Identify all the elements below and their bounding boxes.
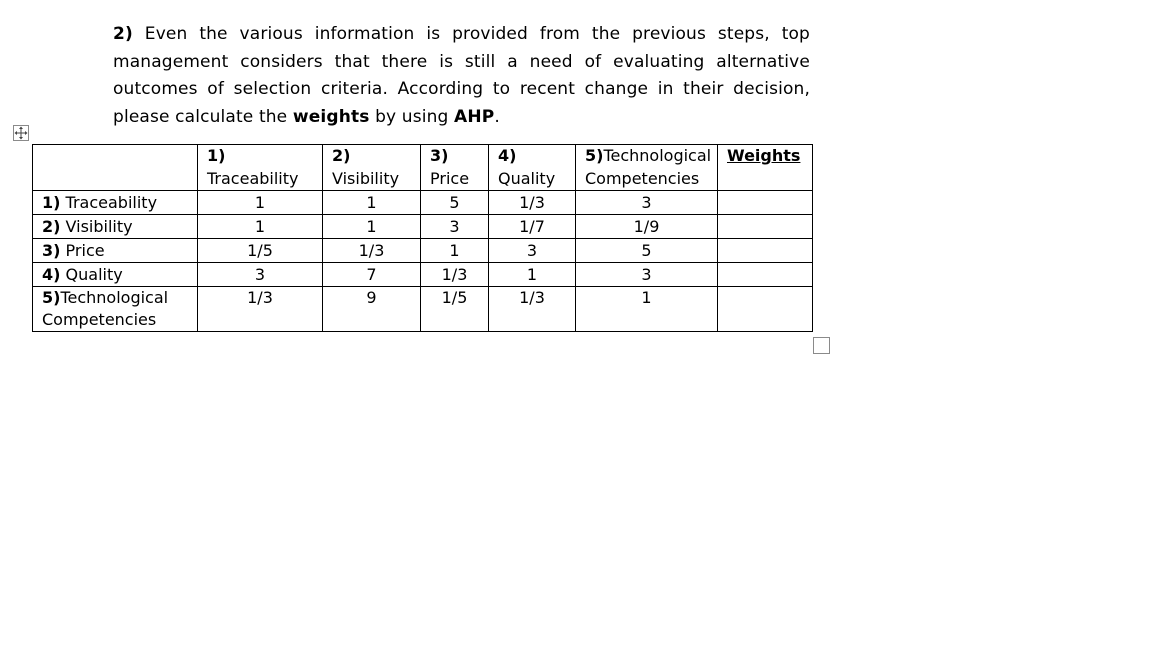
table-cell[interactable]: 1 xyxy=(323,215,421,239)
row-header-traceability: 1) Traceability xyxy=(33,191,198,215)
table-cell[interactable]: 1/5 xyxy=(421,287,489,332)
column-header-visibility: 2) Visibility xyxy=(323,145,421,191)
table-cell[interactable]: 5 xyxy=(421,191,489,215)
question-text-end: . xyxy=(494,107,500,128)
table-cell[interactable]: 1 xyxy=(576,287,718,332)
question-text: Even the various information is provided from the previous steps, top management considers that there is still a need of evaluating alternative outcomes of selection criteria. According to recent change in their decision, please calculate the xyxy=(113,24,810,128)
table-cell[interactable]: 3 xyxy=(198,263,323,287)
weight-cell[interactable] xyxy=(718,239,813,263)
table-cell[interactable]: 3 xyxy=(489,239,576,263)
table-cell[interactable]: 1 xyxy=(421,239,489,263)
question-number: 2) xyxy=(113,24,133,44)
question-paragraph xyxy=(113,21,810,132)
table-cell[interactable]: 3 xyxy=(576,191,718,215)
emphasis-weights: weights xyxy=(292,107,370,128)
table-cell[interactable]: 5 xyxy=(576,239,718,263)
table-cell[interactable]: 1/9 xyxy=(576,215,718,239)
column-header-traceability: 1) Traceability xyxy=(198,145,323,191)
row-header-visibility: 2) Visibility xyxy=(33,215,198,239)
question-text-middle: by using xyxy=(375,107,449,128)
ahp-comparison-table xyxy=(32,144,813,332)
table-row-price xyxy=(33,239,813,263)
table-cell[interactable]: 1/3 xyxy=(198,287,323,332)
table-row-technological-competencies xyxy=(33,287,813,332)
table-cell[interactable]: 1 xyxy=(198,191,323,215)
table-cell[interactable]: 1 xyxy=(198,215,323,239)
table-row-quality xyxy=(33,263,813,287)
weight-cell[interactable] xyxy=(718,287,813,332)
table-cell[interactable]: 1/3 xyxy=(323,239,421,263)
table-corner-cell xyxy=(33,145,198,191)
row-header-price: 3) Price xyxy=(33,239,198,263)
column-header-price: 3) Price xyxy=(421,145,489,191)
column-header-technological-competencies: 5)Technological Competencies xyxy=(576,145,718,191)
table-header-row xyxy=(33,145,813,191)
table-move-handle-icon[interactable] xyxy=(13,125,29,141)
weight-cell[interactable] xyxy=(718,191,813,215)
table-cell[interactable]: 1/3 xyxy=(421,263,489,287)
row-header-quality: 4) Quality xyxy=(33,263,198,287)
table-cell[interactable]: 1/7 xyxy=(489,215,576,239)
table-cell[interactable]: 1/3 xyxy=(489,191,576,215)
table-row-traceability xyxy=(33,191,813,215)
table-cell[interactable]: 1 xyxy=(323,191,421,215)
table-cell[interactable]: 9 xyxy=(323,287,421,332)
table-cell[interactable]: 3 xyxy=(421,215,489,239)
table-cell[interactable]: 1 xyxy=(489,263,576,287)
table-cell[interactable]: 1/5 xyxy=(198,239,323,263)
table-row-visibility xyxy=(33,215,813,239)
table-cell[interactable]: 7 xyxy=(323,263,421,287)
weight-cell[interactable] xyxy=(718,215,813,239)
table-cell[interactable]: 3 xyxy=(576,263,718,287)
emphasis-ahp: AHP xyxy=(454,107,495,128)
weight-cell[interactable] xyxy=(718,263,813,287)
column-header-quality: 4) Quality xyxy=(489,145,576,191)
row-header-technological-competencies: 5)Technological Competencies xyxy=(33,287,198,332)
table-cell[interactable]: 1/3 xyxy=(489,287,576,332)
column-header-weights: Weights xyxy=(718,145,813,191)
table-resize-handle-icon[interactable] xyxy=(813,337,830,354)
